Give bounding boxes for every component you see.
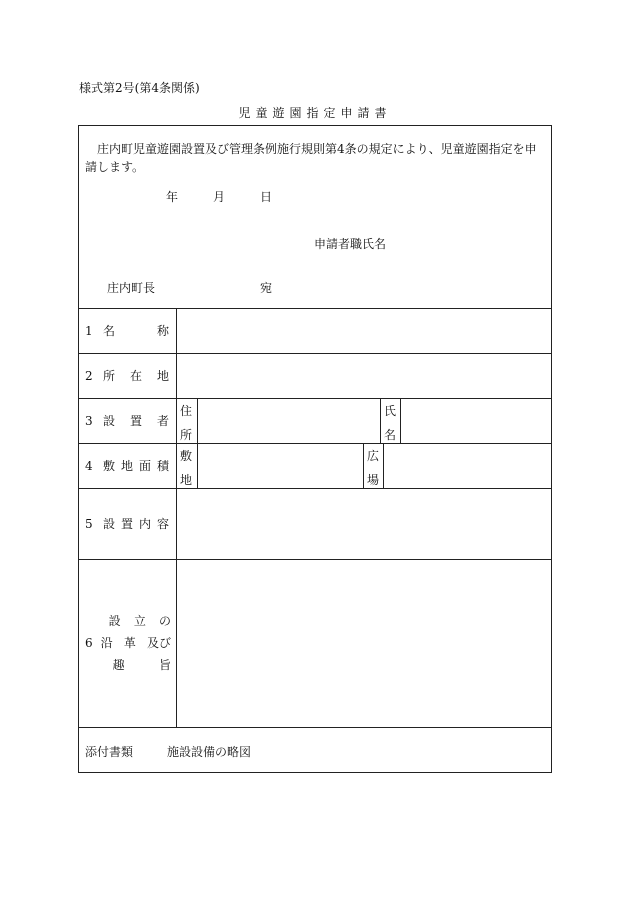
attachments-value: 施設設備の略図 xyxy=(167,745,252,759)
row-content-label xyxy=(85,488,171,559)
divider xyxy=(79,727,551,728)
label-char: 設 xyxy=(103,517,116,531)
label-char: 所 xyxy=(103,369,116,383)
label-char: 及び xyxy=(146,636,171,650)
row-location-text xyxy=(103,367,169,384)
label-char: 者 xyxy=(156,414,169,428)
plaza-label: 広 場 xyxy=(366,449,379,487)
label-column-divider xyxy=(176,308,177,727)
row-content-text xyxy=(103,515,169,532)
sub-divider xyxy=(400,398,401,443)
label-char: 積 xyxy=(156,459,169,473)
sub-divider xyxy=(197,398,198,443)
row-name-label xyxy=(85,308,171,353)
row-area-text xyxy=(103,457,169,474)
label-char: 立 xyxy=(133,614,146,628)
label-char: 内 xyxy=(138,517,151,531)
applicant-label: 申請者職氏名 xyxy=(314,237,387,251)
row-installer-text xyxy=(103,412,169,429)
row-name-text xyxy=(103,322,169,339)
row-location-label xyxy=(85,353,171,398)
row-number: 5 xyxy=(85,516,93,531)
row-number: 3 xyxy=(85,413,93,428)
row-history-label xyxy=(85,559,171,727)
recipient-name: 庄内町長 xyxy=(107,281,156,295)
row-history-text xyxy=(101,610,171,676)
label-char: 沿 xyxy=(100,636,113,650)
label-char: 面 xyxy=(138,459,151,473)
label-char: 敷 xyxy=(103,459,116,473)
sub-divider xyxy=(380,398,381,443)
label-char: 設 xyxy=(108,614,121,628)
label-char: 趣 xyxy=(112,658,125,672)
label-char: 革 xyxy=(123,636,136,650)
label-char: 置 xyxy=(129,414,142,428)
label-char: 地 xyxy=(156,369,169,383)
row-number: 1 xyxy=(85,323,93,338)
label-char: 名 xyxy=(103,324,116,338)
row-number: 2 xyxy=(85,368,93,383)
sub-divider xyxy=(197,443,198,488)
label-char: の xyxy=(158,614,171,628)
date-year: 年 xyxy=(166,190,179,204)
label-char: 地 xyxy=(120,459,133,473)
date-day: 日 xyxy=(260,190,273,204)
attachments-label: 添付書類 xyxy=(85,745,134,759)
sub-divider xyxy=(363,443,364,488)
label-char: 置 xyxy=(120,517,133,531)
label-char: 容 xyxy=(156,517,169,531)
row-number: 4 xyxy=(85,458,93,473)
history-line-1 xyxy=(101,610,171,632)
application-table xyxy=(78,125,552,773)
label-char: 在 xyxy=(129,369,142,383)
address-label: 住 所 xyxy=(179,404,192,442)
form-number: 様式第2号(第4条関係) xyxy=(79,81,200,95)
history-line-2 xyxy=(101,632,171,654)
label-char: 称 xyxy=(156,324,169,338)
intro-text: 庄内町児童遊園設置及び管理条例施行規則第4条の規定により、児童遊園指定を申請します。 xyxy=(85,142,537,174)
site-label: 敷 地 xyxy=(179,449,192,487)
row-area-label xyxy=(85,443,171,488)
person-name-label: 氏 名 xyxy=(383,404,396,442)
history-line-3 xyxy=(101,654,171,676)
sub-divider xyxy=(383,443,384,488)
recipient-suffix: 宛 xyxy=(260,281,273,295)
form-title: 児童遊園指定申請書 xyxy=(238,106,392,120)
row-installer-label xyxy=(85,398,171,443)
date-month: 月 xyxy=(213,190,226,204)
row-number: 6 xyxy=(85,636,93,650)
label-char: 旨 xyxy=(158,658,171,672)
label-char: 設 xyxy=(103,414,116,428)
